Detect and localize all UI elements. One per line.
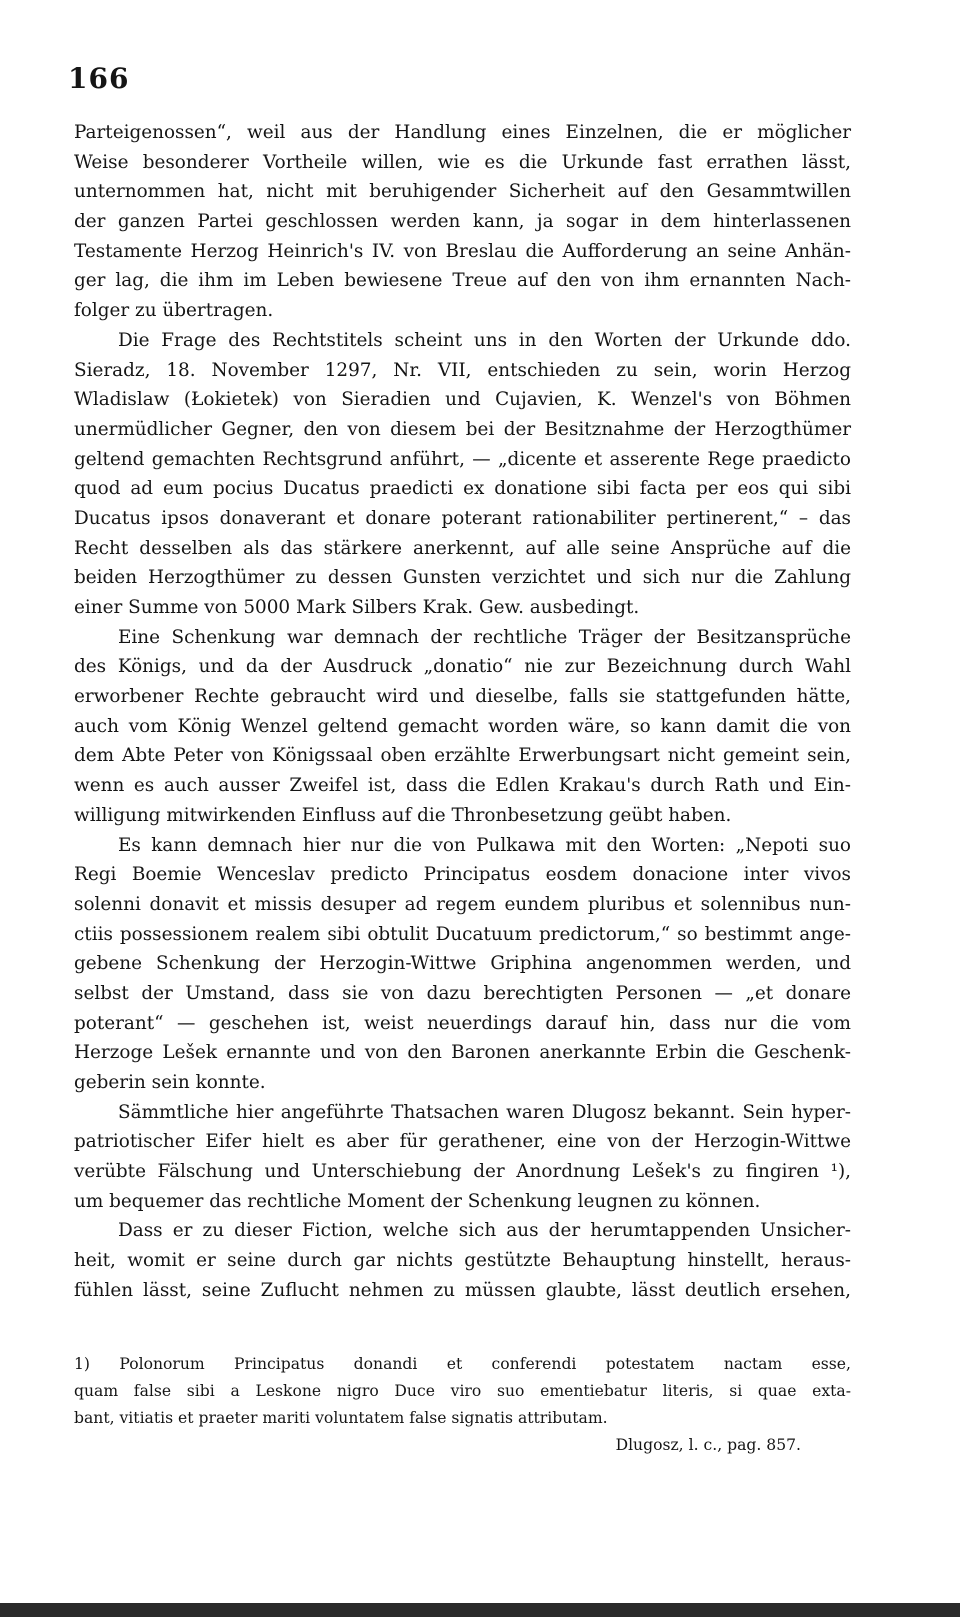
text-line: Wladislaw (Łokietek) von Sieradien und Cujavien, K. Wenzel's von Böhmen [74, 389, 851, 411]
text-line: unternommen hat, nicht mit beruhigender Sicherheit auf den Gesammtwillen [74, 181, 851, 203]
text-line: einer Summe von 5000 Mark Silbers Krak. Gew. ausbedingt. [74, 597, 640, 618]
text-line: Testamente Herzog Heinrich's IV. von Breslau die Aufforderung an seine Anhän- [74, 240, 851, 262]
text-line: ger lag, die ihm im Leben bewiesene Treue auf den von ihm ernannten Nach- [74, 270, 851, 292]
text-line: solenni donavit et missis desuper ad regem eundem pluribus et solennibus nun- [74, 893, 851, 915]
footnote-line: 1) Polonorum Principatus donandi et conferendi potestatem nactam esse, [74, 1355, 851, 1373]
page-number: 166 [68, 62, 130, 95]
text-line: Parteigenossen“, weil aus der Handlung eines Einzelnen, die er möglicher [74, 122, 851, 143]
text-line: Es kann demnach hier nur die von Pulkawa mit den Worten: „Nepoti suo [118, 834, 851, 856]
text-line: geberin sein konnte. [74, 1072, 266, 1093]
text-line: patriotischer Eifer hielt es aber für gerathener, eine von der Herzogin-Wittwe [74, 1131, 851, 1153]
text-line: geltend gemachten Rechtsgrund anführt, — „dicente et asserente Rege praedicto [74, 448, 851, 470]
text-line: des Königs, und da der Ausdruck „donatio“ nie zur Bezeichnung durch Wahl [74, 656, 851, 678]
text-line: poterant“ — geschehen ist, weist neuerdings darauf hin, dass nur die vom [74, 1012, 851, 1034]
text-line: ctiis possessionem realem sibi obtulit Ducatuum predictorum,“ so bestimmt ange- [74, 923, 851, 945]
text-line: Dass er zu dieser Fiction, welche sich aus der herumtappenden Unsicher- [118, 1220, 851, 1242]
footnote-line: quam false sibi a Leskone nigro Duce viro suo ementiebatur literis, si quae exta- [74, 1382, 851, 1400]
text-line: beiden Herzogthümer zu dessen Gunsten verzichtet und sich nur die Zahlung [74, 567, 851, 589]
text-line: verübte Fälschung und Unterschiebung der Anordnung Lešek's zu fingiren ¹), [74, 1161, 851, 1183]
text-line: folger zu übertragen. [74, 300, 274, 322]
text-line: erworbener Rechte gebraucht wird und dieselbe, falls sie stattgefunden hätte, [74, 686, 851, 708]
footnote-line: bant, vitiatis et praeter mariti voluntatem false signatis attributam. [74, 1409, 608, 1427]
text-line: heit, womit er seine durch gar nichts gestützte Behauptung hinstellt, heraus- [74, 1250, 851, 1272]
footnote [74, 1351, 851, 1459]
text-line: Ducatus ipsos donaverant et donare poterant rationabiliter pertinerent,“ – das [74, 507, 851, 529]
text-line: auch vom König Wenzel geltend gemacht worden wäre, so kann damit die von [74, 715, 851, 737]
text-line: Sämmtliche hier angeführte Thatsachen waren Dlugosz bekannt. Sein hyper- [118, 1101, 851, 1123]
text-line: Eine Schenkung war demnach der rechtliche Träger der Besitzansprüche [118, 626, 851, 648]
text-line: Die Frage des Rechtstitels scheint uns in den Worten der Urkunde ddo. [118, 329, 851, 351]
text-line: Regi Boemie Wenceslav predicto Principatus eosdem donacione inter vivos [74, 864, 851, 886]
text-line: selbst der Umstand, dass sie von dazu berechtigten Personen — „et donare [74, 982, 851, 1004]
body-text [74, 118, 851, 1306]
text-line: um bequemer das rechtliche Moment der Schenkung leugnen zu können. [74, 1190, 761, 1212]
text-line: gebene Schenkung der Herzogin-Wittwe Griphina angenommen werden, und [74, 953, 851, 975]
text-line: dem Abte Peter von Königssaal oben erzählte Erwerbungsart nicht gemeint sein, [74, 745, 851, 767]
scan-bottom-edge [0, 1603, 960, 1617]
text-line: Sieradz, 18. November 1297, Nr. VII, entschieden zu sein, worin Herzog [74, 359, 851, 381]
text-line: Herzoge Lešek ernannte und von den Baronen anerkannte Erbin die Geschenk- [74, 1042, 851, 1064]
text-line: unermüdlicher Gegner, den von diesem bei der Besitznahme der Herzogthümer [74, 418, 851, 440]
text-line: wenn es auch ausser Zweifel ist, dass die Edlen Krakau's durch Rath und Ein- [74, 775, 851, 797]
text-line: willigung mitwirkenden Einfluss auf die Thronbesetzung geübt haben. [74, 804, 732, 826]
text-line: Recht desselben als das stärkere anerkennt, auf alle seine Ansprüche auf die [74, 537, 851, 559]
text-line: quod ad eum pocius Ducatus praedicti ex donatione sibi facta per eos qui sibi [74, 478, 851, 500]
footnote-source: Dlugosz, l. c., pag. 857. [615, 1436, 801, 1454]
text-line: Weise besonderer Vortheile willen, wie es die Urkunde fast errathen lässt, [74, 151, 851, 173]
text-line: der ganzen Partei geschlossen werden kann, ja sogar in dem hinterlassenen [74, 211, 851, 233]
text-line: fühlen lässt, seine Zuflucht nehmen zu müssen glaubte, lässt deutlich ersehen, [74, 1279, 851, 1301]
